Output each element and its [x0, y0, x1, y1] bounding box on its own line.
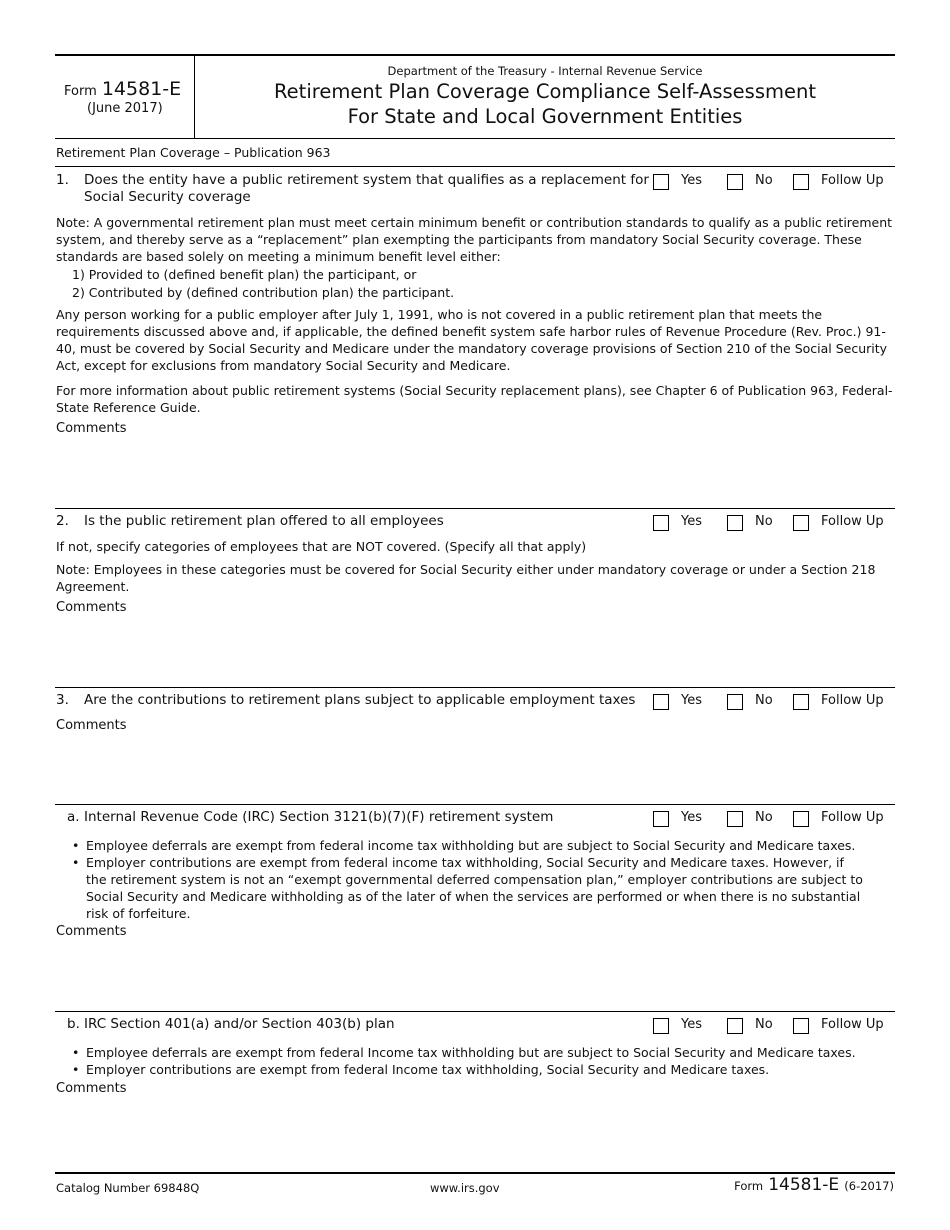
q3a-yes-label: Yes — [681, 810, 702, 825]
q3a-question: Internal Revenue Code (IRC) Section 3121(b)(7)(F) retirement system — [84, 809, 554, 825]
q1-number: 1. — [56, 172, 69, 188]
q2-question: Is the public retirement plan offered to all employees — [84, 513, 444, 529]
q1-list-item-1: 1) Provided to (defined benefit plan) the participant, or — [72, 267, 417, 282]
q1-top-rule — [55, 166, 895, 167]
form-id-box — [55, 56, 195, 138]
q3-no-checkbox[interactable] — [727, 694, 743, 710]
footer-form-word: Form — [734, 1179, 764, 1193]
q3-follow-up-checkbox[interactable] — [793, 694, 809, 710]
q3b-bullet-1: • Employee deferrals are exempt from federal Income tax withholding but are subject to Social Security and Medicare taxes. — [86, 1044, 886, 1061]
footer-form-id — [734, 1175, 894, 1195]
q3b-yes-checkbox[interactable] — [653, 1018, 669, 1034]
q3a-comments-area[interactable] — [55, 941, 895, 1009]
footer-form-number: 14581-E — [768, 1175, 840, 1195]
q2-top-rule — [55, 508, 895, 509]
q2-yes-checkbox[interactable] — [653, 515, 669, 531]
q3a-comments-label: Comments — [56, 924, 127, 939]
q3b-bullet-2: • Employer contributions are exempt from federal Income tax withholding, Social Security and Medicare taxes. — [86, 1061, 886, 1078]
q1-no-checkbox[interactable] — [727, 174, 743, 190]
q1-follow-up-label: Follow Up — [821, 173, 884, 188]
q2-number: 2. — [56, 513, 69, 529]
form-title-line2: For State and Local Government Entities — [347, 105, 743, 128]
q2-no-checkbox[interactable] — [727, 515, 743, 531]
q2-follow-up-label: Follow Up — [821, 514, 884, 529]
q3b-label: b. — [67, 1016, 80, 1032]
form-label — [64, 78, 181, 100]
q3b-comments-area[interactable] — [55, 1098, 895, 1170]
q3b-bullets — [56, 1044, 886, 1078]
q3b-no-label: No — [755, 1017, 773, 1032]
form-number: 14581-E — [101, 78, 182, 100]
header-bottom-rule — [55, 138, 895, 139]
q3b-comments-label: Comments — [56, 1081, 127, 1096]
q1-yes-label: Yes — [681, 173, 702, 188]
q3-yes-label: Yes — [681, 693, 702, 708]
q3a-bullet-1: • Employee deferrals are exempt from federal income tax withholding but are subject to Social Security and Medicare taxes. — [86, 837, 866, 854]
q1-list-item-2: 2) Contributed by (defined contribution plan) the participant. — [72, 285, 455, 300]
q3-comments-area[interactable] — [55, 735, 895, 802]
q3b-yes-label: Yes — [681, 1017, 702, 1032]
q3a-no-checkbox[interactable] — [727, 811, 743, 827]
q3-number: 3. — [56, 692, 69, 708]
q3-no-label: No — [755, 693, 773, 708]
q3b-follow-up-checkbox[interactable] — [793, 1018, 809, 1034]
q1-yes-checkbox[interactable] — [653, 174, 669, 190]
q1-comments-label: Comments — [56, 421, 127, 436]
q3a-no-label: No — [755, 810, 773, 825]
form-date: (June 2017) — [87, 101, 163, 116]
q1-note: Note: A governmental retirement plan must meet certain minimum benefit or contribution standards to qualify as a public retirement system, and thereby serve as a “replacement” plan exempting the participants from mandatory Social Security coverage. These standards are based solely on meeting a minimum benefit level either: — [56, 215, 893, 264]
q3-comments-label: Comments — [56, 718, 127, 733]
section-label: Retirement Plan Coverage – Publication 963 — [56, 145, 331, 160]
q3-top-rule — [55, 687, 895, 688]
q3a-follow-up-checkbox[interactable] — [793, 811, 809, 827]
q2-no-label: No — [755, 514, 773, 529]
department-name: Department of the Treasury - Internal Revenue Service — [387, 64, 703, 78]
q2-subtext: If not, specify categories of employees that are NOT covered. (Specify all that apply) — [56, 539, 587, 554]
irs-website: www.irs.gov — [430, 1181, 500, 1195]
q2-follow-up-checkbox[interactable] — [793, 515, 809, 531]
q3a-yes-checkbox[interactable] — [653, 811, 669, 827]
q3b-question: IRC Section 401(a) and/or Section 403(b) plan — [84, 1016, 395, 1032]
form-title-line1: Retirement Plan Coverage Compliance Self-Assessment — [274, 80, 816, 103]
q2-yes-label: Yes — [681, 514, 702, 529]
q3a-follow-up-label: Follow Up — [821, 810, 884, 825]
footer-revision: (6-2017) — [844, 1179, 894, 1193]
q3b-follow-up-label: Follow Up — [821, 1017, 884, 1032]
catalog-number: Catalog Number 69848Q — [56, 1181, 200, 1195]
q2-comments-area[interactable] — [55, 617, 895, 685]
q3-yes-checkbox[interactable] — [653, 694, 669, 710]
q1-question-line2: Social Security coverage — [84, 189, 251, 205]
q1-follow-up-checkbox[interactable] — [793, 174, 809, 190]
q1-question-line1: Does the entity have a public retirement system that qualifies as a replacement for — [84, 172, 649, 188]
q2-note: Note: Employees in these categories must be covered for Social Security either under mandatory coverage or under a Section 218 Agreement. — [56, 562, 876, 594]
q2-comments-label: Comments — [56, 600, 127, 615]
q1-paragraph-3: For more information about public retirement systems (Social Security replacement plans), see Chapter 6 of Publication 963, Federal-State Reference Guide. — [56, 383, 893, 415]
q1-paragraph-2: Any person working for a public employer after July 1, 1991, who is not covered in a public retirement plan that meets the requirements discussed above and, if applicable, the defined benefit system safe harbor rules of Revenue Procedure (Rev. Proc.) 91-40, must be covered by Social Security and Medicare under the mandatory coverage provisions of Section 210 of the Social Security Act, except for exclusions from mandatory Social Security and Medicare. — [56, 307, 888, 373]
q1-comments-area[interactable] — [55, 438, 895, 506]
q1-no-label: No — [755, 173, 773, 188]
q3b-no-checkbox[interactable] — [727, 1018, 743, 1034]
q3-follow-up-label: Follow Up — [821, 693, 884, 708]
q3a-label: a. — [67, 809, 80, 825]
q3a-top-rule — [55, 804, 895, 805]
q3-question: Are the contributions to retirement plans subject to applicable employment taxes — [84, 692, 636, 708]
footer-rule — [55, 1172, 895, 1174]
q3a-bullets — [56, 837, 866, 922]
q3b-top-rule — [55, 1011, 895, 1012]
q3a-bullet-2: • Employer contributions are exempt from federal income tax withholding, Social Security and Medicare taxes. However, if the retirement system is not an “exempt governmental deferred compensation plan,” employer contributions are subject to Social Security and Medicare withholding as of the later of when the services are performed or when there is no substantial risk of forfeiture. — [86, 854, 866, 922]
form-word: Form — [64, 84, 97, 99]
